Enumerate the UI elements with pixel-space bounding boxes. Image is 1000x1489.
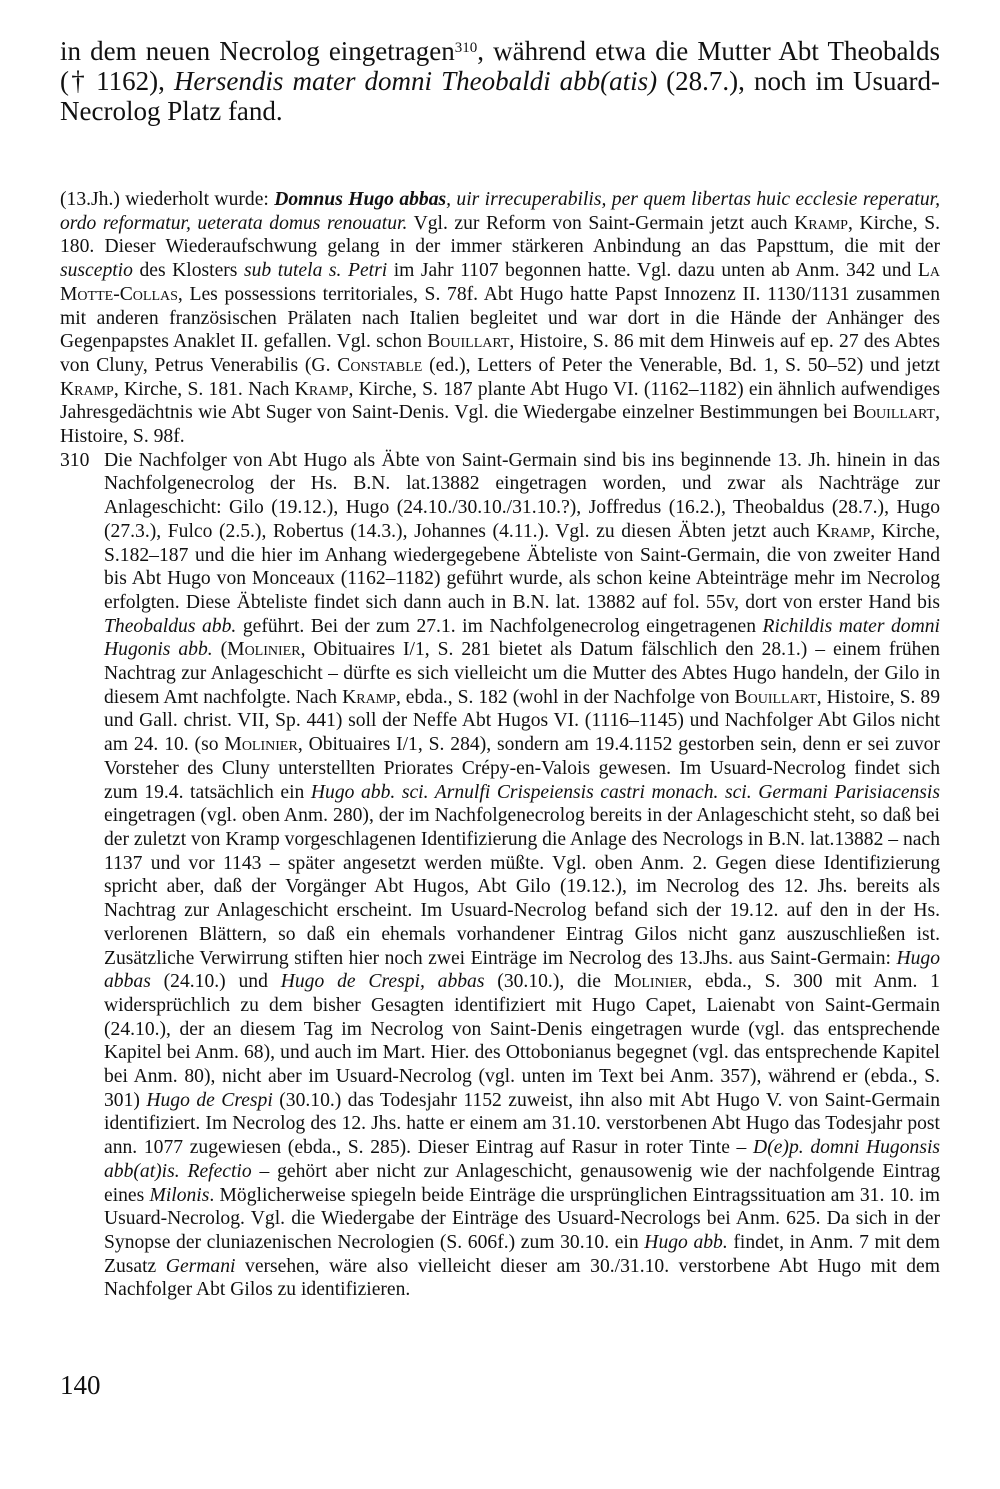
- text-run: Vgl. zur Reform von Saint-Germain jetzt auch: [407, 212, 795, 234]
- text-run: versehen, wäre also vielleicht dieser am 30./31.10. verstorbene Abt Hugo mit dem Nachfolger Abt Gilos zu identifizieren.: [104, 1255, 940, 1301]
- author-name: La Motte-Collas: [60, 260, 940, 305]
- text-run: Die Nachfolger von Abt Hugo als Äbte von Saint-Germain sind bis ins beginnende 13. Jh. hinein in das Nachfolgenecrolog der Hs. B.N. lat.13882 eingetragen worden, und zwar als Nachträge zur Anlageschicht: Gilo (19.12.), Hugo (24.10./30.10./31.10.?), Joffredus (16.2.), Theobaldus (28.7.), Hugo (27.3.), Fulco (2.5.), Robertus (14.3.), Johannes (4.11.). Vgl. zu diesen Äbten jetzt auch: [104, 449, 940, 542]
- italic-quote: Richildis mater domni Hugonis abb.: [104, 615, 940, 661]
- text-run: , während etwa die Mutter Abt Theobalds († 1162),: [60, 36, 940, 96]
- author-name: Kramp: [60, 378, 114, 400]
- text-run: (30.10.), die: [484, 971, 614, 993]
- text-run: (24.10.) und: [150, 971, 281, 993]
- italic-quote: D(e)p. domni Hugonsis abb(at)is. Refectio: [104, 1137, 941, 1182]
- author-name: Kramp: [816, 520, 871, 542]
- text-run: , Kirche, S. 180. Dieser Wiederaufschwung gelang in der immer stärkeren Anbindung an das Papsttum, die mit der: [60, 212, 941, 258]
- text-run: eingetragen (vgl. oben Anm. 280), der im Nachfolgenecrolog bereits in der Anlageschicht steht, so daß bei der zuletzt von Kramp vorgeschlagenen Identifizierung die Anlage des Necrologs in B.N. lat.13882 – nach 1137 und vor 1143 – später angesetzt werden müßte. Vgl. oben Anm. 2. Gegen diese Identifizierung spricht aber, daß der Vorgänger Abt Hugos, Abt Gilo (19.12.), im Necrolog des 12. Jhs. bereits als Nachtrag zur Anlageschicht erscheint. Im Usuard-Necrolog befand sich der 19.12. auf den in der Hs. verlorenen Blättern, so daß ein ehemals vorhandener Eintrag Gilos nicht ganz auszuschließen ist. Zusätzliche Verwirrung stiften hier noch zwei Einträge im Necrolog des 13.Jhs. aus Saint-Germain:: [104, 805, 940, 969]
- author-name: Molinier: [224, 734, 298, 756]
- italic-quote: Hugo de Crespi, abbas: [280, 971, 485, 993]
- text-run: , Kirche, S. 181. Nach: [113, 378, 295, 400]
- text-run: findet, in Anm. 7 mit dem Zusatz: [104, 1231, 940, 1277]
- text-run: , Histoire, S. 98f.: [60, 402, 940, 448]
- italic-quote: , uir irrecuperabilis, per quem libertas huic ecclesie reperatur, ordo reformatur, ueterata domus renouatur.: [60, 189, 940, 234]
- text-run: des Klosters: [132, 260, 244, 282]
- text-run: geführt. Bei der zum 27.1. im Nachfolgenecrolog eingetragenen: [236, 615, 763, 637]
- author-name: Constable: [337, 354, 423, 376]
- text-run: , Kirche, S.182–187 und die hier im Anhang wiedergegebene Äbteliste von Saint-Germain, die von zweiter Hand bis Abt Hugo von Monceaux (1162–1182) geführt wurde, als schon keine Abteinträge mehr im Necrolog erfolgten. Diese Äbteliste findet sich dann auch in B.N. lat. 13882 auf fol. 55v, dort von erster Hand bis: [104, 520, 940, 613]
- text-run: (13.Jh.) wiederholt wurde:: [60, 189, 275, 210]
- italic-quote: Hersendis mater domni Theobaldi abb(atis): [173, 66, 658, 96]
- footnote-310: [60, 449, 940, 1302]
- italic-quote: Hugo abbas: [104, 947, 940, 993]
- author-name: Molinier: [613, 971, 688, 993]
- text-run: , Histoire, S. 89 und Gall. christ. VII, Sp. 441) soll der Neffe Abt Hugos VI. (1116–1145) und Nachfolger Abt Gilos nicht am 24. 10. (so: [104, 686, 941, 756]
- text-run: , Kirche, S. 187 plante Abt Hugo VI. (1162–1182) ein ähnlich aufwendiges Jahresgedächtnis wie Abt Suger von Saint-Denis. Vgl. die Wiedergabe einzelner Bestimmungen bei: [60, 378, 940, 424]
- text-run: (30.10.) das Todesjahr 1152 zuweist, ihn also mit Abt Hugo V. von Saint-Germain identifiziert. Im Necrolog des 12. Jhs. hatte er einem am 31.10. verstorbenen Abt Hugo das Todesjahr post ann. 1077 zugewiesen (ebda., S. 285). Dieser Eintrag auf Rasur in roter Tinte –: [104, 1089, 940, 1159]
- text-run: , Histoire, S. 86 mit dem Hinweis auf ep. 27 des Abtes von Cluny, Petrus Venerabilis (G.: [60, 331, 940, 376]
- main-text-paragraph: [60, 36, 940, 126]
- author-name: Bouillart: [852, 402, 936, 424]
- italic-quote: Hugo de Crespi: [146, 1089, 273, 1111]
- author-name: Kramp: [342, 686, 396, 708]
- italic-quote: Milonis: [149, 1184, 210, 1206]
- footnote-310-text: [104, 449, 940, 1302]
- italic-quote: Hugo abb.: [644, 1231, 728, 1253]
- footnote-309-continuation: [60, 188, 940, 449]
- page-number: 140: [60, 1370, 101, 1400]
- author-name: Bouillart: [427, 331, 510, 353]
- text-run: – gehört aber nicht zur Anlageschicht, genausowenig wie der nachfolgende Eintrag eines: [104, 1160, 941, 1206]
- text-run: (: [212, 639, 228, 661]
- text-run: , Obituaires I/1, S. 281 bietet als Datum fälschlich den 28.1.) – einem frühen Nachtrag zur Anlageschicht – dürfte es sich vielleicht um die Mutter des Abtes Hugo handeln, der Gilo in diesem Amt nachfolgte. Nach: [104, 639, 940, 708]
- text-run: in dem neuen Necrolog eingetragen: [60, 36, 455, 66]
- text-run: (28.7.), noch im Usuard-Necrolog Platz fand.: [60, 66, 940, 126]
- author-name: Molinier: [227, 639, 301, 661]
- text-run: , ebda., S. 182 (wohl in der Nachfolge von: [395, 686, 735, 708]
- italic-quote: Hugo abb. sci. Arnulfi Crispeiensis castri monach. sci. Germani Parisiacensis: [310, 781, 941, 803]
- italic-quote: Theobaldus abb.: [104, 615, 237, 637]
- footnote-reference: 310: [454, 40, 478, 56]
- author-name: Kramp: [294, 378, 349, 400]
- text-run: , Obituaires I/1, S. 284), sondern am 19.4.1152 gestorben sein, denn er sei zuvor Vorsteher des Cluny unterstellten Priorates Crépy-en-Valois gewesen. Im Usuard-Necrolog findet sich zum 19.4. tatsächlich ein: [104, 734, 940, 803]
- author-name: Kramp: [794, 212, 848, 234]
- text-run: . Möglicherweise spiegeln beide Einträge die ursprünglichen Eintragssituation am 31. 10. im Usuard-Necrolog. Vgl. die Wiedergabe der Einträge des Usuard-Necrologs bei Anm. 625. Da sich in der Synopse der cluniazenischen Necrologien (S. 606f.) zum 30.10. ein: [104, 1184, 940, 1253]
- italic-quote: susceptio: [60, 260, 133, 282]
- author-name: Bouillart: [734, 686, 817, 708]
- text-run: , Les possessions territoriales, S. 78f. Abt Hugo hatte Papst Innozenz II. 1130/1131 zusammen mit anderen französischen Prälaten nach Italien begleitet und war dort in die Hände der Anhänger des Gegenpapstes Anaklet II. gefallen. Vgl. schon: [60, 283, 940, 353]
- footnote-number: 310: [60, 449, 90, 471]
- text-run: , ebda., S. 300 mit Anm. 1 widersprüchlich zu dem bisher Gesagten identifiziert mit Hugo Capet, Laienabt von Saint-Germain (24.10.), der an diesem Tag im Necrolog von Saint-Denis eingetragen wurde (vgl. das entsprechende Kapitel bei Anm. 68), und auch im Mart. Hier. des Ottobonianus begegnet (vgl. das entsprechende Kapitel bei Anm. 80), nicht aber im Usuard-Necrolog (vgl. unten im Text bei Anm. 357), während er (ebda., S. 301): [104, 971, 940, 1111]
- text-run: im Jahr 1107 begonnen hatte. Vgl. dazu unten ab Anm. 342 und: [387, 260, 918, 282]
- italic-quote: sub tutela s. Petri: [243, 260, 388, 282]
- footnotes-block: [60, 188, 940, 1302]
- italic-quote: Germani: [165, 1255, 236, 1277]
- text-run: (ed.), Letters of Peter the Venerable, Bd. 1, S. 50–52) und jetzt: [422, 354, 940, 376]
- italic-quote: Domnus Hugo abbas: [274, 189, 447, 210]
